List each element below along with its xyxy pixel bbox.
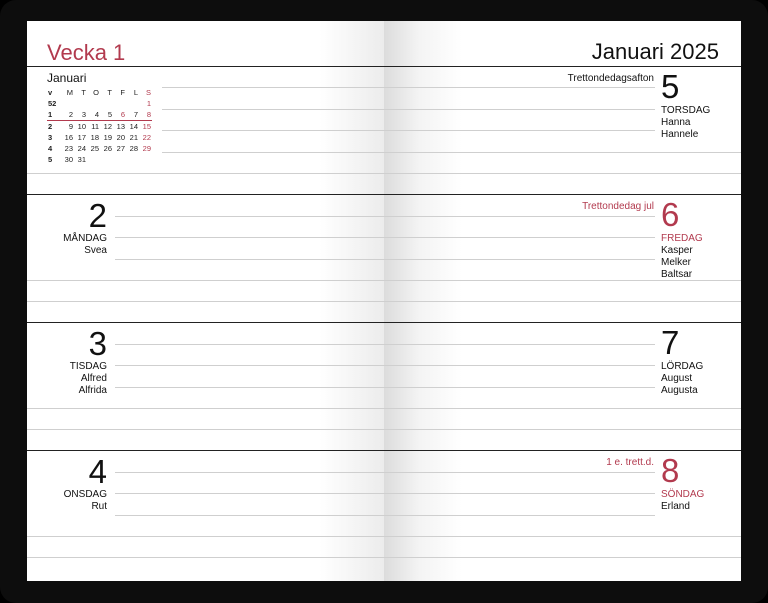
ruled-line bbox=[162, 130, 384, 131]
ruled-line bbox=[27, 536, 384, 537]
mini-calendar-week: 4 bbox=[48, 144, 53, 153]
mini-calendar-day bbox=[61, 98, 74, 109]
mini-calendar-day: 24 bbox=[77, 144, 86, 153]
name-day: Hanna bbox=[661, 117, 691, 128]
name-day: Svea bbox=[84, 245, 107, 256]
mini-calendar-day: 20 bbox=[116, 133, 125, 142]
mini-calendar-week: 3 bbox=[48, 133, 53, 142]
day-number: 4 bbox=[88, 453, 107, 490]
day-number: 8 bbox=[661, 452, 680, 489]
ruled-line bbox=[384, 152, 741, 153]
ruled-line bbox=[27, 557, 384, 558]
ruled-line bbox=[115, 515, 384, 516]
mini-calendar-week: 52 bbox=[48, 99, 57, 108]
name-day: Rut bbox=[91, 501, 107, 512]
name-day: Erland bbox=[661, 501, 690, 512]
mini-calendar-day: 27 bbox=[116, 144, 125, 153]
day-divider bbox=[27, 450, 384, 451]
mini-calendar-day: 7 bbox=[126, 109, 139, 121]
holiday-label: Trettondedag jul bbox=[582, 201, 654, 212]
mini-calendar-day: 31 bbox=[77, 155, 86, 164]
mini-calendar-day: 22 bbox=[142, 133, 151, 142]
mini-calendar-day: 5 bbox=[100, 109, 113, 121]
weekday-label: SÖNDAG bbox=[661, 489, 705, 500]
mini-calendar bbox=[47, 71, 152, 165]
month-year-title: Januari 2025 bbox=[591, 39, 719, 64]
mini-calendar-day: 30 bbox=[64, 155, 73, 164]
ruled-line bbox=[384, 536, 741, 537]
mini-calendar-week: 1 bbox=[47, 109, 61, 121]
day-number: 7 bbox=[661, 324, 680, 361]
mini-calendar-day bbox=[113, 154, 126, 165]
day-divider bbox=[27, 322, 384, 323]
ruled-line bbox=[384, 216, 655, 217]
weekday-label: TORSDAG bbox=[661, 105, 711, 116]
ruled-line bbox=[384, 387, 655, 388]
mini-calendar-day bbox=[100, 98, 113, 109]
name-day: Alfred bbox=[80, 373, 107, 384]
mini-calendar-day: 15 bbox=[142, 122, 151, 131]
ruled-line bbox=[162, 152, 384, 153]
mini-calendar-day: 1 bbox=[146, 99, 151, 108]
mini-calendar-day: 3 bbox=[74, 109, 87, 121]
name-day: Augusta bbox=[661, 385, 698, 396]
mini-calendar-row bbox=[47, 121, 152, 133]
ruled-line bbox=[384, 557, 741, 558]
ruled-line bbox=[115, 344, 384, 345]
mini-calendar-day bbox=[100, 154, 113, 165]
mini-calendar-day bbox=[139, 154, 152, 165]
header-divider bbox=[384, 66, 741, 67]
mini-calendar-day: 26 bbox=[103, 144, 112, 153]
mini-calendar-day: 14 bbox=[129, 122, 138, 131]
mini-calendar-day: 21 bbox=[129, 133, 138, 142]
weekday-label: FREDAG bbox=[661, 233, 703, 244]
mini-calendar-day bbox=[113, 98, 126, 109]
mini-calendar-day bbox=[126, 154, 139, 165]
day-number: 3 bbox=[88, 325, 107, 362]
weekday-label: TISDAG bbox=[69, 361, 107, 372]
mini-calendar-day: 17 bbox=[77, 133, 86, 142]
ruled-line bbox=[115, 387, 384, 388]
ruled-line bbox=[384, 87, 655, 88]
holiday-label: 1 e. trett.d. bbox=[606, 457, 654, 468]
ruled-line bbox=[384, 259, 655, 260]
mini-calendar-row bbox=[47, 132, 152, 143]
mini-calendar-row bbox=[47, 143, 152, 154]
name-day: Alfrida bbox=[78, 385, 107, 396]
mini-calendar-row-current bbox=[47, 109, 152, 121]
mini-calendar-month: Januari bbox=[47, 71, 87, 85]
day-divider bbox=[384, 322, 741, 323]
mini-calendar-day: 19 bbox=[103, 133, 112, 142]
ruled-line bbox=[384, 408, 741, 409]
ruled-line bbox=[384, 237, 655, 238]
ruled-line bbox=[384, 301, 741, 302]
ruled-line bbox=[384, 493, 655, 494]
ruled-line bbox=[115, 365, 384, 366]
mini-calendar-day: 4 bbox=[87, 109, 100, 121]
weekday-label: MÅNDAG bbox=[63, 233, 107, 244]
mini-calendar-day bbox=[74, 98, 87, 109]
name-day: Melker bbox=[661, 257, 692, 268]
mini-calendar-header: v bbox=[48, 88, 53, 97]
mini-calendar-row bbox=[47, 98, 152, 109]
name-day: Baltsar bbox=[661, 269, 693, 280]
mini-calendar-day: 23 bbox=[64, 144, 73, 153]
mini-calendar-week: 5 bbox=[48, 155, 53, 164]
mini-calendar-header: O bbox=[93, 88, 99, 97]
mini-calendar-row bbox=[47, 154, 152, 165]
day-number: 5 bbox=[661, 68, 680, 105]
mini-calendar-day: 18 bbox=[90, 133, 99, 142]
mini-calendar-day: 16 bbox=[64, 133, 73, 142]
mini-calendar-day: 2 bbox=[61, 109, 74, 121]
ruled-line bbox=[384, 472, 655, 473]
ruled-line bbox=[162, 87, 384, 88]
ruled-line bbox=[115, 216, 384, 217]
mini-calendar-day bbox=[87, 154, 100, 165]
mini-calendar-header: F bbox=[120, 88, 125, 97]
ruled-line bbox=[384, 130, 655, 131]
mini-calendar-week: 2 bbox=[48, 122, 53, 131]
ruled-line bbox=[27, 173, 384, 174]
ruled-line bbox=[384, 365, 655, 366]
ruled-line bbox=[162, 109, 384, 110]
day-number: 6 bbox=[661, 196, 680, 233]
ruled-line bbox=[115, 237, 384, 238]
mini-calendar-day: 13 bbox=[116, 122, 125, 131]
left-page bbox=[27, 21, 384, 581]
right-page bbox=[384, 21, 741, 581]
mini-calendar-day: 8 bbox=[139, 109, 152, 121]
mini-calendar-day bbox=[126, 98, 139, 109]
ruled-line bbox=[115, 493, 384, 494]
ruled-line bbox=[27, 429, 384, 430]
mini-calendar-day: 9 bbox=[68, 122, 73, 131]
ruled-line bbox=[115, 259, 384, 260]
ruled-line bbox=[384, 344, 655, 345]
mini-calendar-header: M bbox=[66, 88, 73, 97]
day-divider bbox=[27, 194, 384, 195]
day-divider bbox=[384, 450, 741, 451]
ruled-line bbox=[27, 408, 384, 409]
mini-calendar-day: 10 bbox=[77, 122, 86, 131]
weekday-label: ONSDAG bbox=[63, 489, 107, 500]
name-day: Hannele bbox=[661, 129, 699, 140]
mini-calendar-header: S bbox=[145, 88, 151, 97]
mini-calendar-day: 28 bbox=[129, 144, 138, 153]
mini-calendar-day: 6 bbox=[113, 109, 126, 121]
holiday-label: Trettondedagsafton bbox=[567, 73, 654, 84]
mini-calendar-day bbox=[87, 98, 100, 109]
day-divider bbox=[384, 194, 741, 195]
ruled-line bbox=[384, 173, 741, 174]
ruled-line bbox=[384, 109, 655, 110]
name-day: Kasper bbox=[661, 245, 693, 256]
header-divider bbox=[27, 66, 384, 67]
mini-calendar-day: 25 bbox=[90, 144, 99, 153]
ruled-line bbox=[384, 280, 741, 281]
ruled-line bbox=[27, 280, 384, 281]
mini-calendar-table bbox=[47, 87, 152, 165]
mini-calendar-day: 12 bbox=[103, 122, 112, 131]
ruled-line bbox=[115, 472, 384, 473]
mini-calendar-header: L bbox=[133, 88, 138, 97]
weekday-label: LÖRDAG bbox=[661, 361, 704, 372]
mini-calendar-header-row bbox=[47, 87, 152, 98]
ruled-line bbox=[27, 301, 384, 302]
name-day: August bbox=[661, 373, 693, 384]
mini-calendar-day: 29 bbox=[142, 144, 151, 153]
mini-calendar-day: 11 bbox=[91, 122, 99, 131]
day-number: 2 bbox=[88, 197, 107, 234]
week-label: Vecka 1 bbox=[47, 40, 126, 65]
mini-calendar-header: T bbox=[107, 88, 112, 97]
mini-calendar-header: T bbox=[81, 88, 86, 97]
ruled-line bbox=[384, 429, 741, 430]
ruled-line bbox=[384, 515, 655, 516]
